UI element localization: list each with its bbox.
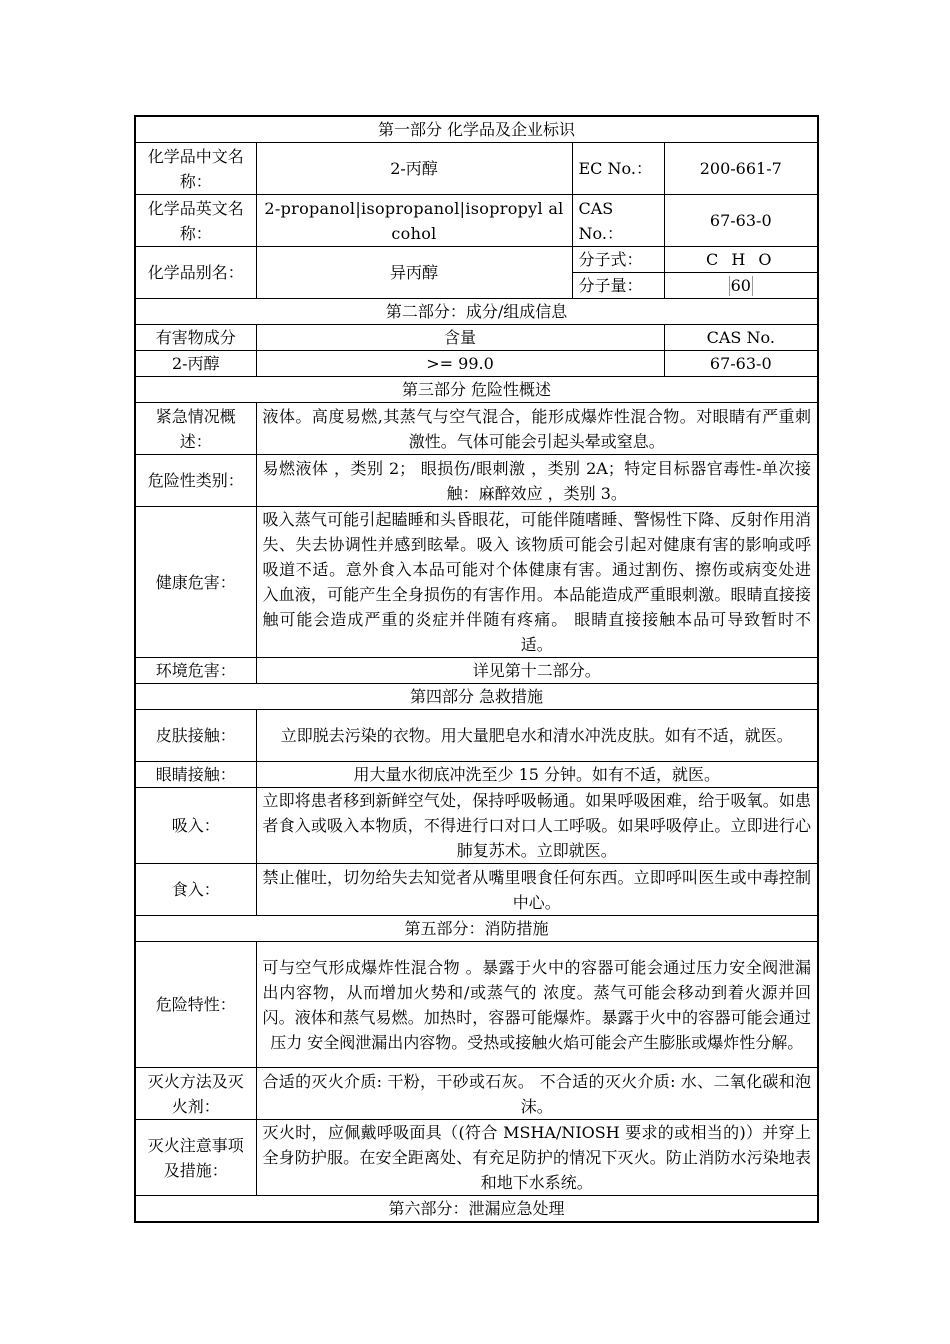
precaution-label: 灭火注意事项及措施： <box>135 1120 256 1196</box>
ec-value: 200-661-7 <box>664 143 818 195</box>
danger-value <box>256 942 818 1068</box>
health-text: 吸入蒸气可能引起瞌睡和头昏眼花，可能伴随嗜睡、警惕性下降、反射作用消失、失去协调性并感到眩晕。吸入 该物质可能会引起对健康有害的影响或呼吸道不适。意外食入本品可能对个体健康有害。通过割伤、擦伤或病变处进 入血液，可能产生全身损伤的有害作用。本品能造成严重眼刺激。眼睛直接接触可能会造成严重的炎症并伴随有疼痛。 眼睛直接接触本品可导致暂时不适。 <box>262 510 812 654</box>
cn-name-value: 2-丙醇 <box>256 143 572 195</box>
table-row <box>135 351 818 377</box>
emergency-text: 液体。高度易燃,其蒸气与空气混合，能形成爆炸性混合物。对眼睛有严重刺激性。气体可能会引起头晕或窒息。 <box>262 406 812 451</box>
content-cell: >= 99.0 <box>256 351 664 377</box>
msds-table <box>134 115 819 1223</box>
extinguish-text: 合适的灭火介质: 干粉，干砂或石灰。 不合适的灭火介质: 水、二氧化碳和泡沫。 <box>262 1071 812 1116</box>
danger-text: 可与空气形成爆炸性混合物 。暴露于火中的容器可能会通过压力安全阀泄漏出内容物，从而增加火势和/或蒸气的 浓度。蒸气可能会移动到着火源并回闪。液体和蒸气易燃。加热时，容器可能爆炸。暴露于火中的容器可能会通过压力 安全阀泄漏出内容物。受热或接触火焰可能会产生膨胀或爆炸性分解。 <box>262 957 812 1052</box>
emergency-label: 紧急情况概述： <box>135 403 256 455</box>
extinguish-value <box>256 1068 818 1120</box>
env-label: 环境危害： <box>135 658 256 684</box>
en-name-label: 化学品英文名称： <box>135 195 256 247</box>
cas-label: CAS No.： <box>572 195 664 247</box>
eye-label: 眼睛接触： <box>135 762 256 788</box>
hazard-class-text: 易燃液体 ，类别 2； 眼损伤/眼刺激 ，类别 2A；特定目标器官毒性-单次接触：麻醉效应 ，类别 3。 <box>262 458 812 503</box>
danger-label: 危险特性： <box>135 942 256 1068</box>
col-component-header: 有害物成分 <box>135 325 256 351</box>
mw-value <box>664 273 818 299</box>
health-label: 健康危害： <box>135 507 256 658</box>
part6-title: 第六部分：泄漏应急处理 <box>135 1196 818 1223</box>
msds-sheet <box>134 115 817 1223</box>
mw-text: 60 <box>730 276 751 295</box>
part3-title: 第三部分 危险性概述 <box>135 377 818 403</box>
inhale-text: 立即将患者移到新鲜空气处，保持呼吸畅通。如果呼吸困难，给于吸氧。如患者食入或吸入本物质，不得进行口对口人工呼吸。如果呼吸停止。立即进行心肺复苏术。立即就医。 <box>262 791 812 860</box>
inhale-value <box>256 788 818 864</box>
formula-value <box>664 247 818 273</box>
ingest-label: 食入： <box>135 864 256 916</box>
skin-text: 立即脱去污染的衣物。用大量肥皂水和清水冲洗皮肤。如有不适，就医。 <box>280 726 793 745</box>
hazard-class-value <box>256 455 818 507</box>
cas-cell: 67-63-0 <box>664 351 818 377</box>
cn-name-label: 化学品中文名称： <box>135 143 256 195</box>
formula-label: 分子式： <box>572 247 664 273</box>
alias-value: 异丙醇 <box>256 247 572 299</box>
part2-title: 第二部分：成分/组成信息 <box>135 299 818 325</box>
alias-label: 化学品别名： <box>135 247 256 299</box>
precaution-text: 灭火时，应佩戴呼吸面具（(符合 MSHA/NIOSH 要求的或相当的)）并穿上全身防护服。在安全距离处、有充足防护的情况下灭火。防止消防水污染地表和地下水系统。 <box>262 1123 812 1192</box>
en-name-value: 2-propanol|isopropanol|isopropyl alcohol <box>256 195 572 247</box>
env-value: 详见第十二部分。 <box>256 658 818 684</box>
ingest-text: 禁止催吐，切勿给失去知觉者从嘴里喂食任何东西。立即呼叫医生或中毒控制中心。 <box>262 867 812 912</box>
col-content-header: 含量 <box>256 325 664 351</box>
hazard-class-label: 危险性类别： <box>135 455 256 507</box>
skin-label: 皮肤接触： <box>135 710 256 762</box>
extinguish-label: 灭火方法及灭火剂： <box>135 1068 256 1120</box>
cas-value: 67-63-0 <box>664 195 818 247</box>
skin-value <box>256 710 818 762</box>
part1-title: 第一部分 化学品及企业标识 <box>135 116 818 143</box>
col-cas-header: CAS No. <box>664 325 818 351</box>
part4-title: 第四部分 急救措施 <box>135 684 818 710</box>
health-value <box>256 507 818 658</box>
ec-label: EC No.： <box>572 143 664 195</box>
component-cell: 2-丙醇 <box>135 351 256 377</box>
formula-text: C H O <box>706 250 776 269</box>
ingest-value <box>256 864 818 916</box>
mw-label: 分子量： <box>572 273 664 299</box>
inhale-label: 吸入： <box>135 788 256 864</box>
emergency-value <box>256 403 818 455</box>
part5-title: 第五部分：消防措施 <box>135 916 818 942</box>
precaution-value <box>256 1120 818 1196</box>
eye-value: 用大量水彻底冲洗至少 15 分钟。如有不适，就医。 <box>256 762 818 788</box>
